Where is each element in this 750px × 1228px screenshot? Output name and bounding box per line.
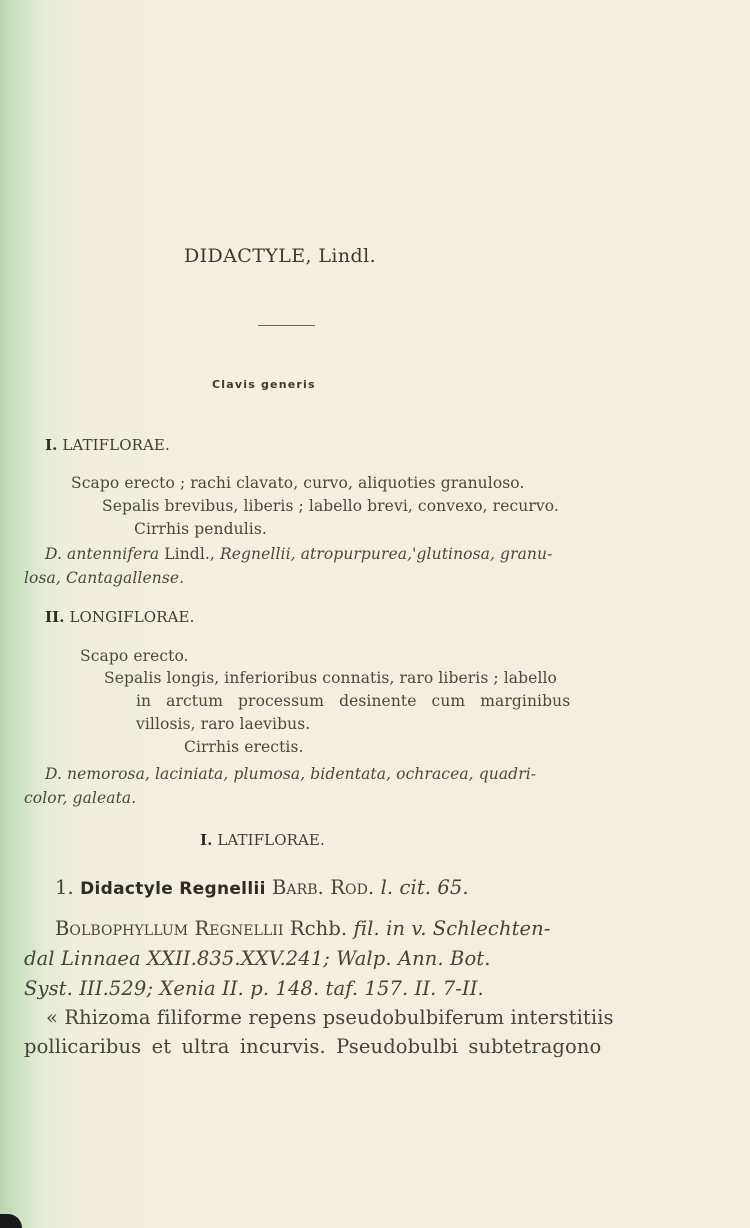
synonym-authority: Rchb. — [283, 917, 354, 940]
divider-rule — [258, 325, 315, 326]
key-line: Cirrhis erectis. — [184, 738, 304, 756]
species-entry-heading — [55, 876, 469, 899]
section-heading — [200, 831, 325, 849]
key-line: Scapo erecto. — [80, 647, 189, 665]
key-line: villosis, raro laevibus. — [136, 715, 311, 733]
section-numeral: I. — [200, 831, 213, 849]
species-name-italic: D. antennifera — [45, 545, 160, 563]
scan-edge-shadow — [0, 1214, 22, 1228]
clavis-heading: Clavis generis — [212, 378, 316, 391]
section-numeral: II. — [45, 608, 65, 626]
synonym-name: Bolbophyllum Regnellii — [55, 917, 284, 940]
synonym-line: dal Linnaea XXII.835.XXV.241; Walp. Ann. Bot. — [24, 947, 491, 970]
genus-heading: DIDACTYLE, Lindl. — [184, 245, 377, 267]
key-line: Sepalis longis, inferioribus connatis, raro liberis ; labello — [104, 669, 557, 687]
section-name: LATIFLORAE. — [62, 436, 170, 454]
section-numeral: I. — [45, 436, 58, 454]
key-line: Scapo erecto ; rachi clavato, curvo, aliquoties granuloso. — [71, 474, 525, 492]
species-citation: l. cit. 65. — [380, 876, 469, 899]
synonym-line — [55, 917, 551, 940]
description-line: « Rhizoma filiforme repens pseudobulbiferum interstitiis — [46, 1006, 614, 1029]
synonym-line: Syst. III.529; Xenia II. p. 148. taf. 157. II. 7-II. — [24, 977, 484, 1000]
key-line: in arctum processum desinente cum marginibus — [136, 692, 571, 710]
entry-number: 1. — [55, 876, 74, 899]
description-line: pollicaribus et ultra incurvis. Pseudobulbi subtetragono — [24, 1035, 602, 1058]
key-line: Cirrhis pendulis. — [134, 520, 267, 538]
species-list-line: losa, Cantagallense. — [24, 569, 185, 587]
key-line: Sepalis brevibus, liberis ; labello brevi, convexo, recurvo. — [102, 497, 559, 515]
species-name: Didactyle Regnellii — [80, 879, 266, 899]
key-section-2-heading — [45, 608, 194, 626]
key-section-1-heading — [45, 436, 170, 454]
species-list-line: D. nemorosa, laciniata, plumosa, bidentata, ochracea, quadri- — [45, 765, 537, 783]
species-list-line — [45, 545, 552, 563]
section-name: LONGIFLORAE. — [69, 608, 195, 626]
authority: Lindl., — [159, 545, 220, 563]
species-authority: Barb. Rod. — [265, 876, 381, 899]
species-list-line: color, galeata. — [24, 789, 137, 807]
section-name: LATIFLORAE. — [217, 831, 325, 849]
species-names-italic: Regnellii, atropurpurea,'glutinosa, granu- — [219, 545, 553, 563]
synonym-citation: fil. in v. Schlechten- — [353, 917, 551, 940]
